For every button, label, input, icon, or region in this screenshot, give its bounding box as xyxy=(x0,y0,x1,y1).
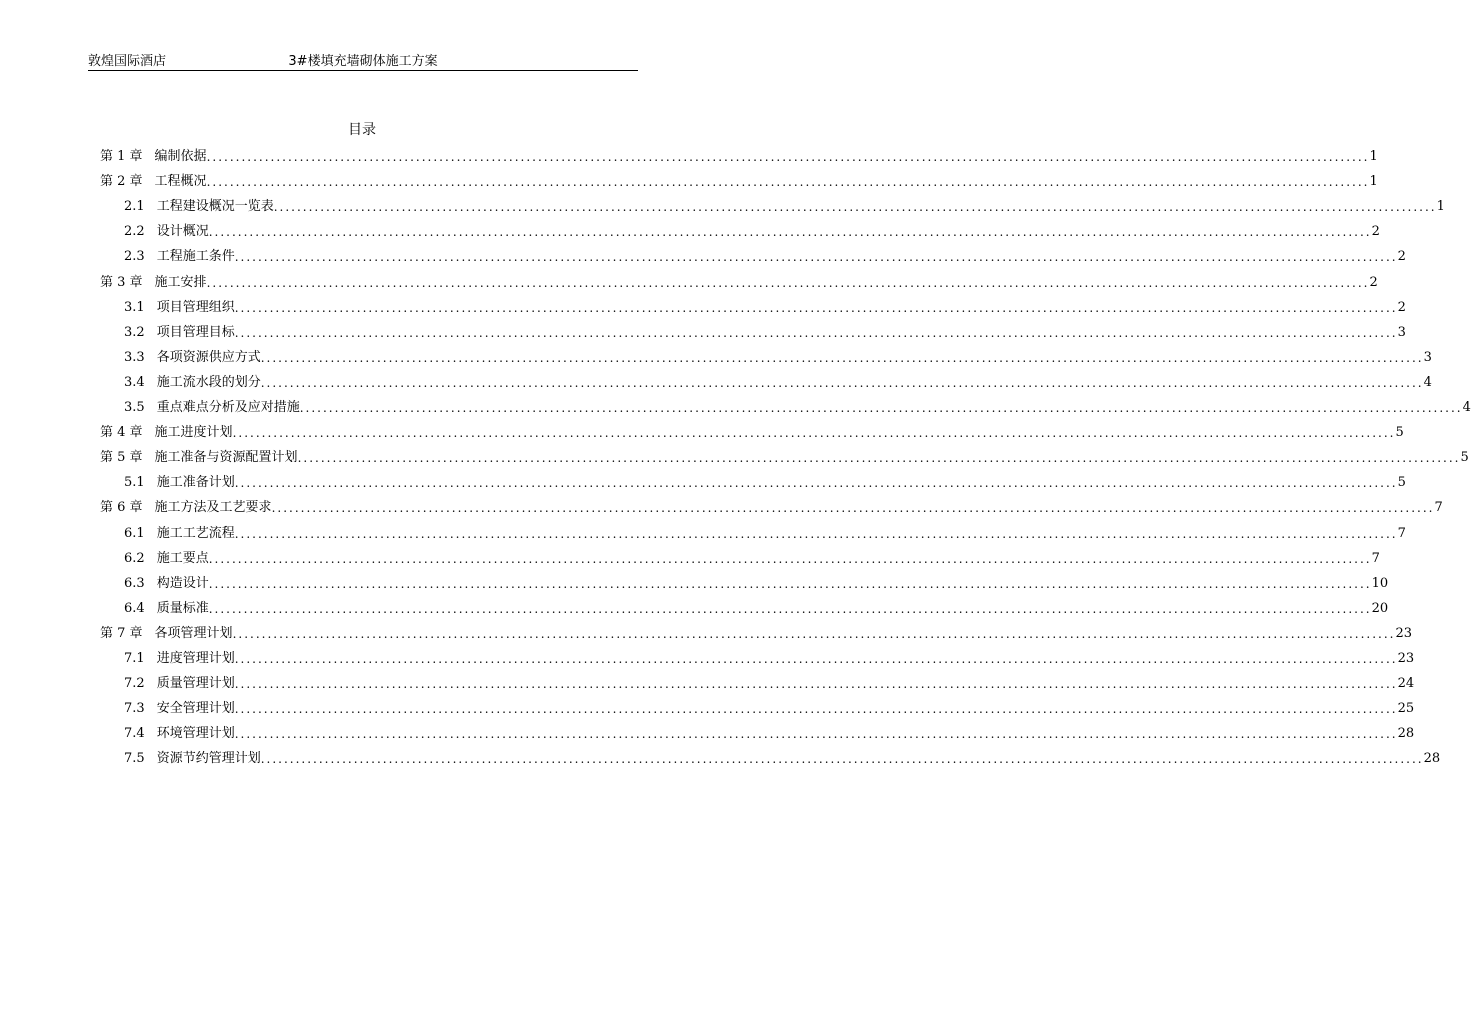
toc-entry-label xyxy=(124,471,235,494)
toc-entry-label xyxy=(124,346,261,369)
toc-entry[interactable] xyxy=(100,394,1471,419)
toc-entry[interactable] xyxy=(100,670,1415,695)
toc-entry-page: 2 xyxy=(1371,224,1380,240)
toc-entry-title: 设计概况 xyxy=(156,224,209,240)
toc-dot-leader: ........................................................................................................................................................................................................ xyxy=(234,677,1398,692)
toc-entry-number: 7.2 xyxy=(124,676,145,692)
toc-entry-title: 工程建设概况一览表 xyxy=(156,199,274,215)
toc-entry-number: 7.4 xyxy=(124,726,145,742)
toc-entry-label xyxy=(100,421,233,444)
toc-dot-leader: ........................................................................................................................................................................................................ xyxy=(208,576,1372,591)
toc-entry[interactable] xyxy=(100,595,1389,620)
toc-dot-leader: ........................................................................................................................................................................................................ xyxy=(271,501,1435,516)
toc-entry-number: 7.1 xyxy=(124,650,145,666)
toc-entry[interactable] xyxy=(100,168,1378,193)
toc-entry-label xyxy=(124,747,261,770)
toc-entry-title: 施工工艺流程 xyxy=(156,525,235,541)
toc-dot-leader: ........................................................................................................................................................................................................ xyxy=(299,401,1463,416)
toc-entry-label xyxy=(124,195,274,218)
toc-entry-page: 28 xyxy=(1423,751,1441,767)
toc-entry-title: 各项资源供应方式 xyxy=(156,349,261,365)
toc-entry[interactable] xyxy=(100,143,1378,168)
toc-entry-number: 3.5 xyxy=(124,400,145,416)
toc-entry-label xyxy=(124,522,235,545)
toc-entry-title: 工程施工条件 xyxy=(156,249,235,265)
toc-dot-leader: ........................................................................................................................................................................................................ xyxy=(234,727,1398,742)
toc-entry-label xyxy=(124,396,300,419)
header-document-title: 3#楼填充墙砌体施工方案 xyxy=(288,54,438,69)
toc-entry-page: 20 xyxy=(1371,600,1389,616)
toc-entry-number: 3.3 xyxy=(124,349,145,365)
toc-entry-page: 10 xyxy=(1371,575,1389,591)
table-of-contents xyxy=(100,143,1471,770)
toc-entry-page: 23 xyxy=(1395,625,1412,641)
toc-entry-title: 施工方法及工艺要求 xyxy=(154,500,272,516)
toc-entry[interactable] xyxy=(100,469,1406,494)
toc-entry-page: 3 xyxy=(1423,349,1432,365)
toc-entry-label xyxy=(124,245,235,268)
toc-entry-page: 7 xyxy=(1397,525,1406,541)
toc-entry-page: 5 xyxy=(1397,475,1406,491)
toc-entry-page: 24 xyxy=(1397,676,1415,692)
toc-entry-page: 1 xyxy=(1369,174,1378,190)
toc-entry-label xyxy=(124,697,235,720)
toc-entry-page: 4 xyxy=(1462,400,1471,416)
toc-entry-label xyxy=(124,296,235,319)
toc-entry-page: 1 xyxy=(1436,199,1445,215)
toc-dot-leader: ........................................................................................................................................................................................................ xyxy=(206,150,1370,165)
toc-entry-number: 第 2 章 xyxy=(100,174,143,190)
toc-dot-leader: ........................................................................................................................................................................................................ xyxy=(273,200,1437,215)
toc-entry[interactable] xyxy=(100,645,1415,670)
toc-entry-number: 3.4 xyxy=(124,374,145,390)
toc-entry[interactable] xyxy=(100,369,1432,394)
toc-entry-page: 2 xyxy=(1397,299,1406,315)
toc-entry[interactable] xyxy=(100,243,1406,268)
toc-entry-title: 编制依据 xyxy=(154,149,207,165)
toc-entry-label xyxy=(124,722,235,745)
toc-entry-title: 施工流水段的划分 xyxy=(156,374,261,390)
toc-dot-leader: ........................................................................................................................................................................................................ xyxy=(260,350,1424,365)
toc-entry-number: 3.2 xyxy=(124,324,145,340)
toc-entry-label xyxy=(124,672,235,695)
toc-dot-leader: ........................................................................................................................................................................................................ xyxy=(234,325,1398,340)
toc-entry-number: 6.3 xyxy=(124,575,145,591)
toc-dot-leader: ........................................................................................................................................................................................................ xyxy=(234,526,1398,541)
toc-entry-title: 施工准备计划 xyxy=(156,475,235,491)
toc-dot-leader: ........................................................................................................................................................................................................ xyxy=(206,175,1370,190)
toc-dot-leader: ........................................................................................................................................................................................................ xyxy=(208,551,1372,566)
toc-entry[interactable] xyxy=(100,218,1380,243)
toc-entry[interactable] xyxy=(100,193,1445,218)
page-header xyxy=(88,50,638,71)
toc-entry-page: 28 xyxy=(1397,726,1415,742)
toc-entry-label xyxy=(124,321,235,344)
toc-entry-page: 7 xyxy=(1371,550,1380,566)
toc-dot-leader: ........................................................................................................................................................................................................ xyxy=(260,375,1424,390)
toc-entry-page: 4 xyxy=(1423,374,1432,390)
toc-entry-title: 项目管理组织 xyxy=(156,299,235,315)
toc-entry[interactable] xyxy=(100,319,1406,344)
toc-entry-number: 2.3 xyxy=(124,249,145,265)
toc-entry-title: 重点难点分析及应对措施 xyxy=(156,400,300,416)
toc-dot-leader: ........................................................................................................................................................................................................ xyxy=(206,275,1370,290)
toc-entry-title: 项目管理目标 xyxy=(156,324,235,340)
toc-entry[interactable] xyxy=(100,745,1441,770)
toc-entry-label xyxy=(124,220,209,243)
toc-entry-number: 第 6 章 xyxy=(100,500,143,516)
toc-entry[interactable] xyxy=(100,695,1415,720)
toc-entry-label xyxy=(100,622,233,645)
toc-entry-number: 6.4 xyxy=(124,600,145,616)
toc-entry[interactable] xyxy=(100,419,1404,444)
toc-entry-title: 质量管理计划 xyxy=(156,676,235,692)
toc-dot-leader: ........................................................................................................................................................................................................ xyxy=(234,702,1398,717)
toc-dot-leader: ........................................................................................................................................................................................................ xyxy=(208,601,1372,616)
toc-entry-number: 第 4 章 xyxy=(100,425,143,441)
toc-entry[interactable] xyxy=(100,620,1412,645)
toc-entry-number: 第 5 章 xyxy=(100,450,143,466)
toc-entry-title: 安全管理计划 xyxy=(156,701,235,717)
toc-entry-title: 施工要点 xyxy=(156,550,209,566)
toc-entry-label xyxy=(100,271,207,294)
toc-entry[interactable] xyxy=(100,444,1469,469)
toc-entry[interactable] xyxy=(100,268,1378,293)
toc-entry-number: 第 7 章 xyxy=(100,625,143,641)
toc-entry-title: 各项管理计划 xyxy=(154,625,233,641)
toc-entry-number: 第 3 章 xyxy=(100,274,143,290)
toc-dot-leader: ........................................................................................................................................................................................................ xyxy=(234,300,1398,315)
toc-entry-label xyxy=(100,496,272,519)
toc-entry-page: 25 xyxy=(1397,701,1415,717)
toc-entry-title: 质量标准 xyxy=(156,600,209,616)
toc-entry-page: 5 xyxy=(1395,425,1404,441)
toc-entry-number: 6.2 xyxy=(124,550,145,566)
toc-entry-page: 5 xyxy=(1460,450,1469,466)
toc-entry-page: 2 xyxy=(1397,249,1406,265)
toc-entry-number: 7.3 xyxy=(124,701,145,717)
toc-entry[interactable] xyxy=(100,519,1406,544)
header-company: 敦煌国际酒店 xyxy=(88,54,167,69)
toc-entry-page: 2 xyxy=(1369,274,1378,290)
toc-entry-number: 7.5 xyxy=(124,751,145,767)
toc-dot-leader: ........................................................................................................................................................................................................ xyxy=(208,225,1372,240)
toc-dot-leader: ........................................................................................................................................................................................................ xyxy=(232,626,1396,641)
toc-entry[interactable] xyxy=(100,494,1443,519)
toc-entry-page: 1 xyxy=(1369,149,1378,165)
toc-entry-title: 施工进度计划 xyxy=(154,425,233,441)
toc-entry-page: 7 xyxy=(1434,500,1443,516)
toc-entry[interactable] xyxy=(100,570,1389,595)
toc-entry-title: 进度管理计划 xyxy=(156,650,235,666)
toc-entry-number: 2.2 xyxy=(124,224,145,240)
toc-entry-number: 3.1 xyxy=(124,299,145,315)
toc-entry-label xyxy=(124,547,209,570)
toc-entry-title: 施工安排 xyxy=(154,274,207,290)
toc-entry[interactable] xyxy=(100,344,1432,369)
toc-entry-title: 施工准备与资源配置计划 xyxy=(154,450,298,466)
toc-entry[interactable] xyxy=(100,294,1406,319)
toc-entry-label xyxy=(124,371,261,394)
toc-entry-label xyxy=(124,572,209,595)
toc-dot-leader: ........................................................................................................................................................................................................ xyxy=(234,250,1398,265)
toc-dot-leader: ........................................................................................................................................................................................................ xyxy=(297,451,1461,466)
toc-entry-page: 3 xyxy=(1397,324,1406,340)
toc-entry-label xyxy=(124,597,209,620)
toc-entry-label xyxy=(124,647,235,670)
toc-dot-leader: ........................................................................................................................................................................................................ xyxy=(260,752,1424,767)
toc-entry-title: 工程概况 xyxy=(154,174,207,190)
toc-dot-leader: ........................................................................................................................................................................................................ xyxy=(234,651,1398,666)
toc-entry-label xyxy=(100,446,298,469)
toc-entry-title: 构造设计 xyxy=(156,575,209,591)
toc-dot-leader: ........................................................................................................................................................................................................ xyxy=(234,476,1398,491)
toc-entry[interactable] xyxy=(100,720,1415,745)
toc-entry-title: 环境管理计划 xyxy=(156,726,235,742)
toc-entry-title: 资源节约管理计划 xyxy=(156,751,261,767)
toc-entry-number: 6.1 xyxy=(124,525,145,541)
toc-entry-number: 5.1 xyxy=(124,475,145,491)
toc-entry-number: 第 1 章 xyxy=(100,149,143,165)
toc-entry-page: 23 xyxy=(1397,650,1415,666)
toc-entry-label xyxy=(100,170,207,193)
toc-dot-leader: ........................................................................................................................................................................................................ xyxy=(232,426,1396,441)
toc-entry[interactable] xyxy=(100,545,1380,570)
toc-entry-label xyxy=(100,145,207,168)
toc-entry-number: 2.1 xyxy=(124,199,145,215)
toc-title: 目录 xyxy=(348,122,376,138)
